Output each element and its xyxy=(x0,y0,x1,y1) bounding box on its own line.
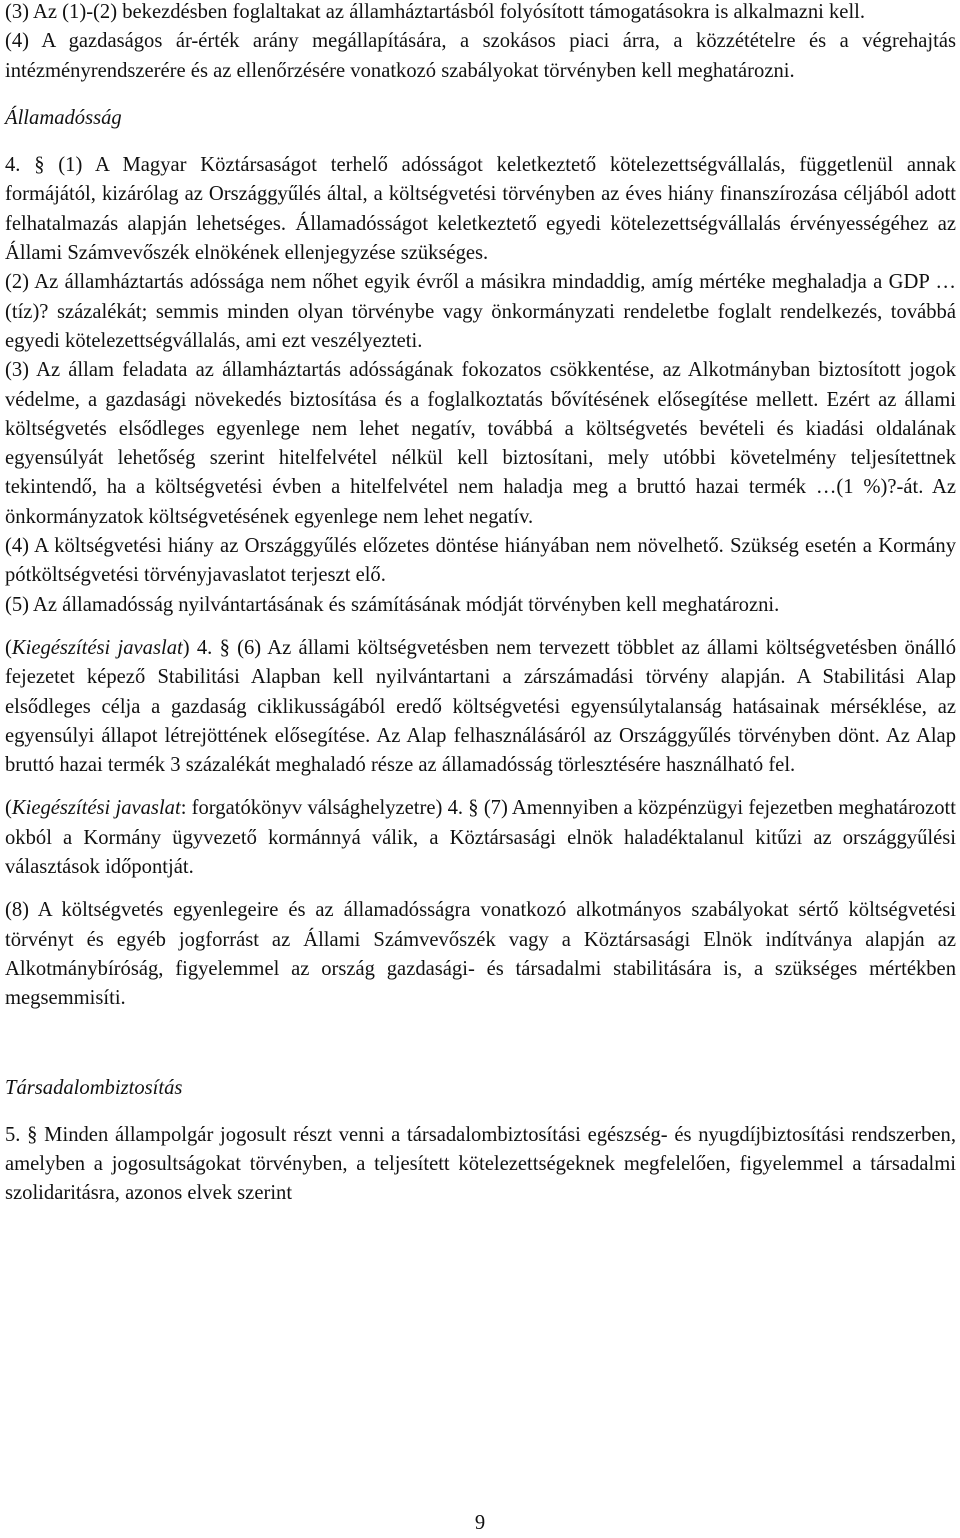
paragraph-5: 5. § Minden állampolgár jogosult részt venni a társadalombiztosítási egészség- és nyugdíjbiztosítási rendszerben, amelyben a jogosultságokat törvényben, a teljesített kötelezettségeknek megfelelően, figyelemmel a társadalmi szolidaritásra, azonos elvek szerint xyxy=(5,1123,956,1205)
paragraph-4-8: (8) A költségvetés egyenlegeire és az államadósságra vonatkozó alkotmányos szabályokat sértő költségvetési törvényt és egyéb jogforrást az Állami Számvevőszék vagy a Köztársasági Elnök indítványa alapján az Alkotmánybíróság, figyelemmel az ország gazdasági- és társadalmi stabilitására is, a szükséges mértékben megsemmisíti. xyxy=(5,899,956,1010)
paragraph-3-4: (4) A gazdaságos ár-érték arány megállapítására, a szokásos piaci árra, a közzétételre és a végrehajtás intézményrendszerére és az ellenőrzésére vonatkozó szabályokat törvényben kell meghatározni. xyxy=(5,30,956,82)
spacer xyxy=(5,1014,956,1074)
spacer xyxy=(5,882,956,896)
spacer xyxy=(5,620,956,634)
section-heading-allamadossag: Államadósság xyxy=(5,106,122,129)
document-page xyxy=(5,0,956,1209)
paragraph-4-4: (4) A költségvetési hiány az Országgyűlés előzetes döntése hiányában nem növelhető. Szükség esetén a Kormány pótköltségvetési törvényjavaslatot terjeszt elő. xyxy=(5,535,956,587)
spacer xyxy=(5,1103,956,1121)
paragraph-4-7-text: : forgatókönyv válsághelyzetre) 4. § (7) Amennyiben a közpénzügyi fejezetben meghatározott okból a Kormány ügyvezető kormánnyá válik, a Köztársasági elnök haladéktalanul kitűzi az országgyűlési választások időpontját. xyxy=(5,797,956,879)
page-number: 9 xyxy=(474,1512,486,1534)
supplement-label: Kiegészítési javaslat xyxy=(11,636,183,659)
paragraph-3-3: (3) Az (1)-(2) bekezdésben foglaltakat az államháztartásból folyósított támogatásokra is alkalmazni kell. xyxy=(5,1,866,23)
paragraph-4-6: (Kiegészítési javaslat) 4. § (6) Az állami költségvetésben nem tervezett többlet az állami költségvetésben önálló fejezetet képező Stabilitási Alapban kell nyilvántartani a zárszámadási törvény alapján. A Stabilitási Alap elsődleges célja a gazdaság ciklikusságából eredő költségvetési egyensúlytalanság hatásainak mérséklése, az egyensúlyi állapot létrejöttének elősegítése. Az Alap felhasználásáról az Országgyűlés törvényben dönt. Az Alap bruttó hazai termék 3 százalékát meghaladó része az államadósság törlesztésére használható fel. xyxy=(5,636,956,777)
section-heading-tarsadalombiztositas: Társadalombiztosítás xyxy=(5,1076,183,1099)
paragraph-4-1: 4. § (1) A Magyar Köztársaságot terhelő adósságot keletkeztető kötelezettségvállalás, függetlenül annak formájától, kizárólag az Országgyűlés által, a költségvetési törvényben az éves hiány finanszírozása céljából adott felhatalmazás alapján lehetséges. Államadósságot keletkeztető egyedi kötelezettségvállalás érvényességéhez az Állami Számvevőszék elnökének ellenjegyzése szükséges. xyxy=(5,154,956,265)
paragraph-4-7: (Kiegészítési javaslat: forgatókönyv válsághelyzetre) 4. § (7) Amennyiben a közpénzügyi fejezetben meghatározott okból a Kormány ügyvezető kormánnyá válik, a Köztársasági elnök haladéktalanul kitűzi az országgyűlési választások időpontját. xyxy=(5,797,956,879)
paragraph-4-2: (2) Az államháztartás adóssága nem nőhet egyik évről a másikra mindaddig, amíg mértéke meghaladja a GDP … (tíz)? százalékát; semmis minden olyan törvénybe vagy önkormányzati rendeletbe foglalt rendelkezés, továbbá egyedi kötelezettségvállalás, ami ezt veszélyezteti. xyxy=(5,271,956,352)
spacer xyxy=(5,86,956,104)
spacer xyxy=(5,133,956,151)
paragraph-4-3: (3) Az állam feladata az államháztartás adósságának fokozatos csökkentése, az Alkotmányban biztosított jogok védelme, a gazdasági növekedés biztosítása és a foglalkoztatás bővítésének elősegítése mellett. Ezért az állami költségvetés elsődleges egyenlege nem lehet negatív, továbbá a költségvetés bevételi és kiadási oldalának egyensúlyát lehetőség szerint hitelfelvétel nélkül kell biztosítani, mely utóbbi követelmény teljesítettnek tekintendő, ha a költségvetési évben a hitelfelvétel nem haladja meg a bruttó hazai termék …(1 %)?-át. Az önkormányzatok költségvetésének egyenlege nem lehet negatív. xyxy=(5,359,956,528)
supplement-label: Kiegészítési javaslat xyxy=(11,797,181,820)
paragraph-4-5: (5) Az államadósság nyilvántartásának és számításának módját törvényben kell meghatározni. xyxy=(5,593,780,616)
paragraph-4-6-text: ) 4. § (6) Az állami költségvetésben nem tervezett többlet az állami költségvetésben önálló fejezetet képező Stabilitási Alapban kell nyilvántartani a zárszámadási törvény alapján. A Stabilitási Alap elsődleges célja a gazdaság ciklikusságából eredő költségvetési egyensúlytalanság hatásainak mérséklése, az egyensúlyi állapot létrejöttének elősegítése. Az Alap felhasználásáról az Országgyűlés törvényben dönt. Az Alap bruttó hazai termék 3 százalékát meghaladó része az államadósság törlesztésére használható fel. xyxy=(5,636,956,777)
spacer xyxy=(5,780,956,794)
